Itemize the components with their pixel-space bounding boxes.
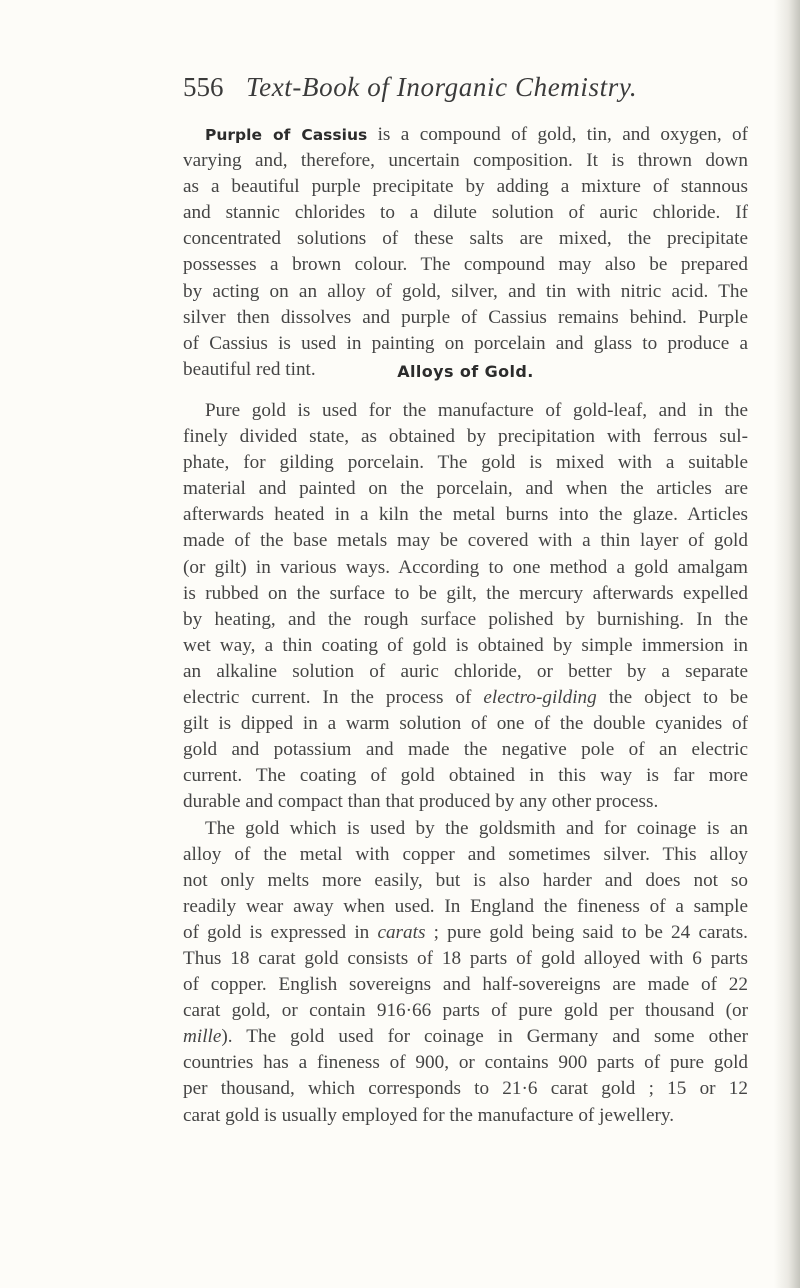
text-line: carat gold is usually employed for the manufacture of jewellery. [183, 1104, 675, 1126]
section-heading: Alloys of Gold. [397, 362, 534, 381]
running-head [183, 72, 743, 112]
text-line: wet way, a thin coating of gold is obtained by simple immersion in [183, 634, 748, 656]
text-line: countries has a fineness of 900, or contains 900 parts of pure gold [183, 1052, 748, 1074]
running-title: Text-Book of Inorganic Chemistry. [246, 72, 638, 102]
text-line: an alkaline solution of auric chloride, or better by a separate [183, 660, 748, 682]
text-line: durable and compact than that produced by any other process. [183, 791, 659, 813]
text-line: beautiful red tint. [183, 358, 316, 380]
text-line: silver then dissolves and purple of Cassius remains behind. Purple [183, 306, 748, 328]
text-line: carat gold, or contain 916·66 parts of pure gold per thousand (or [183, 1000, 748, 1022]
text-line: per thousand, which corresponds to 21·6 carat gold ; 15 or 12 [183, 1078, 748, 1100]
text-line: (or gilt) in various ways. According to one method a gold amalgam [183, 556, 748, 578]
text-line: material and painted on the porcelain, and when the articles are [183, 478, 748, 500]
text-line: by acting on an alloy of gold, silver, and tin with nitric acid. The [183, 280, 748, 302]
text-line: of Cassius is used in painting on porcelain and glass to produce a [183, 332, 748, 354]
text-line: finely divided state, as obtained by precipitation with ferrous sul- [183, 426, 748, 448]
text-line: readily wear away when used. In England the fineness of a sample [183, 895, 748, 917]
text-line: Purple of Cassius is a compound of gold, tin, and oxygen, of [205, 124, 748, 145]
text-line: electric current. In the process of electro-gilding the object to be [183, 687, 748, 709]
text-line: current. The coating of gold obtained in this way is far more [183, 765, 748, 787]
paragraph-alloys-of-gold [183, 398, 748, 1129]
text-line: not only melts more easily, but is also harder and does not so [183, 869, 748, 891]
paragraph-purple-of-cassius [183, 122, 748, 383]
text-line: made of the base metals may be covered with a thin layer of gold [183, 530, 748, 552]
text-line: by heating, and the rough surface polished by burnishing. In the [183, 608, 748, 630]
text-line: phate, for gilding porcelain. The gold is mixed with a suitable [183, 452, 748, 474]
text-line: The gold which is used by the goldsmith and for coinage is an [205, 817, 748, 839]
text-line: of gold is expressed in carats ; pure gold being said to be 24 carats. [183, 921, 748, 943]
text-line: Thus 18 carat gold consists of 18 parts of gold alloyed with 6 parts [183, 947, 748, 969]
italic-term: carats [377, 921, 426, 943]
text-line: concentrated solutions of these salts are mixed, the precipitate [183, 228, 748, 250]
text-line: varying and, therefore, uncertain composition. It is thrown down [183, 150, 748, 172]
text-line: Pure gold is used for the manufacture of gold-leaf, and in the [205, 400, 748, 421]
text-line: of copper. English sovereigns and half-sovereigns are made of 22 [183, 974, 748, 996]
italic-term: electro-gilding [483, 687, 597, 709]
text-line: gold and potassium and made the negative pole of an electric [183, 739, 748, 761]
text-line: alloy of the metal with copper and sometimes silver. This alloy [183, 843, 748, 865]
text-line: possesses a brown colour. The compound may also be prepared [183, 254, 748, 276]
page-number: 556 [183, 72, 224, 102]
text-line: afterwards heated in a kiln the metal burns into the glaze. Articles [183, 504, 748, 526]
text-line: is rubbed on the surface to be gilt, the mercury afterwards expelled [183, 582, 748, 604]
text-line: as a beautiful purple precipitate by adding a mixture of stannous [183, 176, 748, 198]
text-line: mille). The gold used for coinage in Germany and some other [183, 1026, 748, 1048]
page-edge-shadow [774, 0, 800, 1288]
text-line: gilt is dipped in a warm solution of one of the double cyanides of [183, 713, 748, 735]
run-in-heading: Purple of Cassius [205, 126, 368, 144]
italic-term: mille [183, 1026, 222, 1048]
text-line: and stannic chlorides to a dilute solution of auric chloride. If [183, 202, 748, 224]
